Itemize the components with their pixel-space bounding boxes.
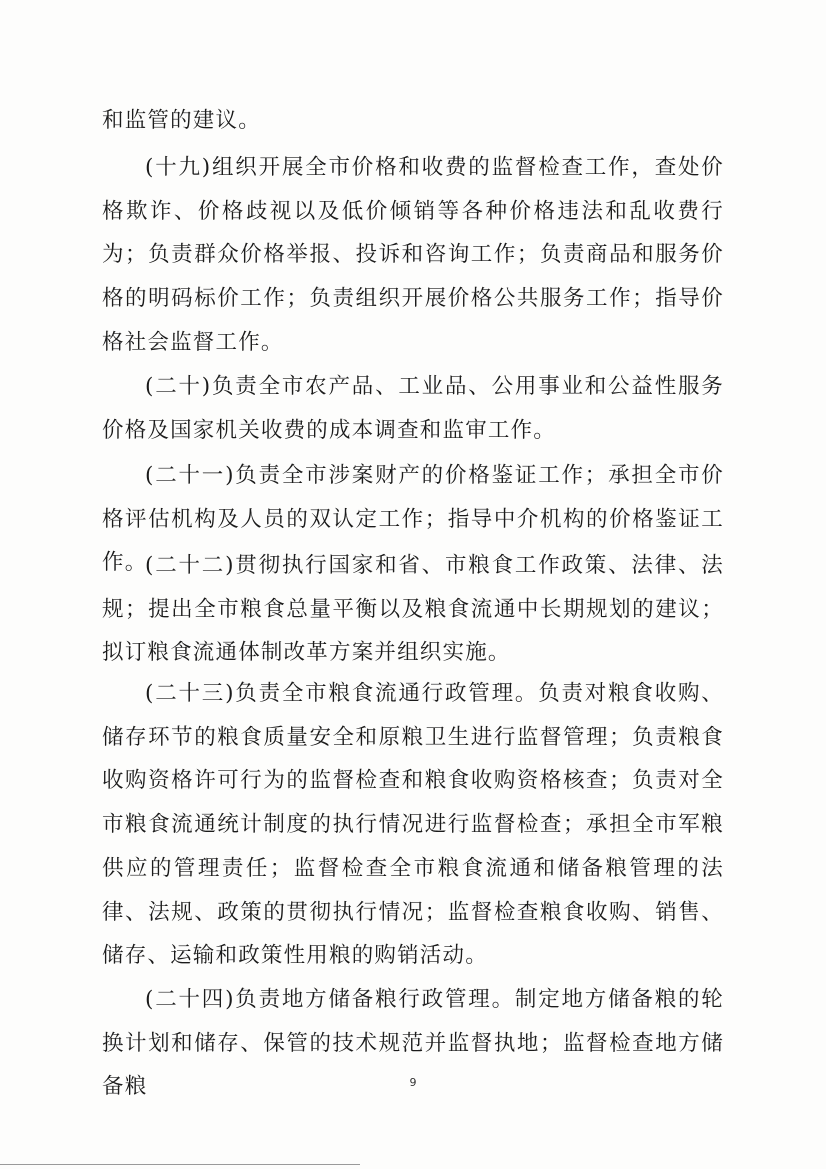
scan-edge-line xyxy=(0,1164,360,1165)
page-number: 9 xyxy=(409,1076,417,1089)
paragraph-continuation: 和监管的建议。 xyxy=(102,108,261,133)
paragraph-item-20: (二十)负责全市农产品、工业品、公用事业和公益性服务价格及国家机关收费的成本调查和监审工作。 xyxy=(102,374,724,443)
paragraph-item-23: (二十三)负责全市粮食流通行政管理。负责对粮食收购、储存环节的粮食质量安全和原粮卫生进行监督管理；负责粮食收购资格许可行为的监督检查和粮食收购资格核查；负责对全市粮食流通统计制度的执行情况进行监督检查；承担全市军粮供应的管理责任；监督检查全市粮食流通和储备粮管理的法律、法规、政策的贯彻执行情况；监督检查粮食收购、销售、储存、运输和政策性用粮的购销活动。 xyxy=(102,681,724,969)
paragraph-item-21: (二十一)负责全市涉案财产的价格鉴证工作；承担全市价格评估机构及人员的双认定工作；指导中介机构的价格鉴证工作。 xyxy=(102,463,724,576)
paragraph-item-22: (二十二)贯彻执行国家和省、市粮食工作政策、法律、法规；提出全市粮食总量平衡以及粮食流通中长期规划的建议；拟订粮食流通体制改革方案并组织实施。 xyxy=(102,553,724,666)
paragraph-item-24: (二十四)负责地方储备粮行政管理。制定地方储备粮的轮换计划和储存、保管的技术规范并监督执地；监督检查地方储备粮 xyxy=(102,987,724,1100)
paragraph-item-19: (十九)组织开展全市价格和收费的监督检查工作，查处价格欺诈、价格歧视以及低价倾销等各种价格违法和乱收费行为；负责群众价格举报、投诉和咨询工作；负责商品和服务价格的明码标价工作；负责组织开展价格公共服务工作；指导价格社会监督工作。 xyxy=(102,155,724,355)
